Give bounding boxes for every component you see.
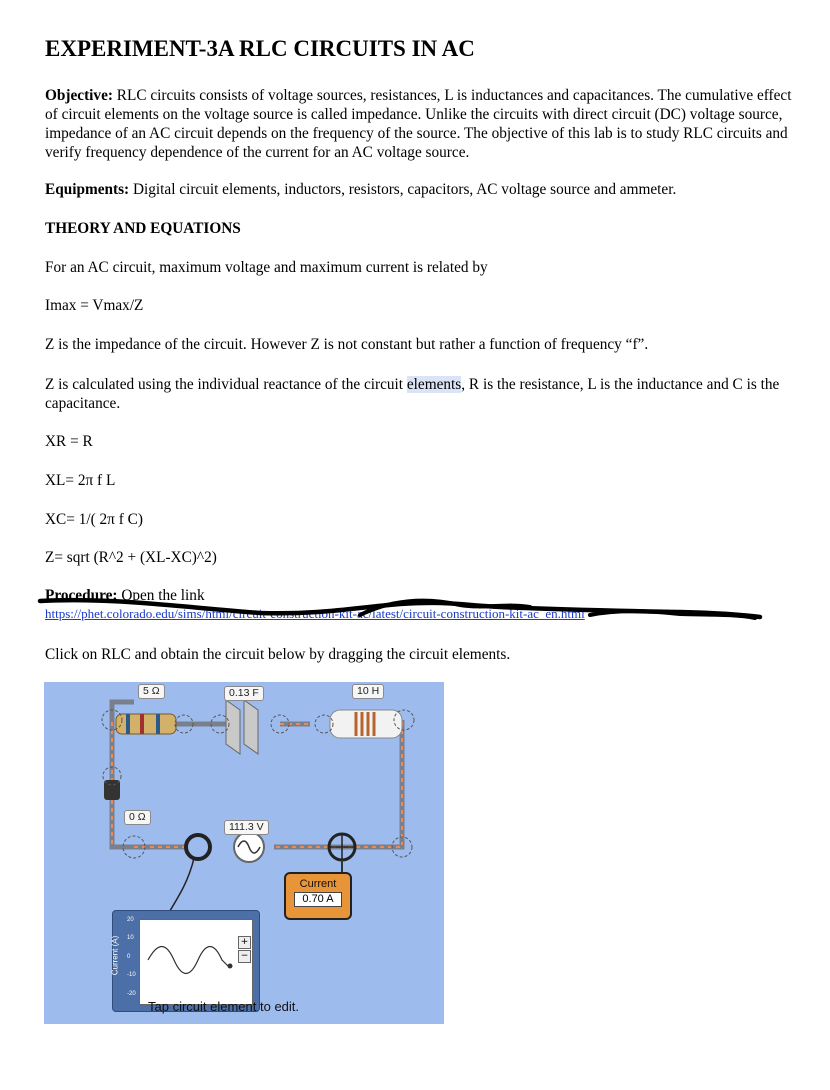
equipments-paragraph (45, 181, 676, 199)
graph-trace (140, 920, 252, 1004)
graph-tick: 0 (127, 954, 131, 960)
theory-heading: THEORY AND EQUATIONS (45, 220, 241, 237)
ammeter[interactable] (284, 872, 352, 920)
ammeter-probe[interactable] (329, 834, 355, 874)
zoom-out-icon[interactable]: − (238, 950, 251, 963)
resistor-value-label[interactable]: 5 Ω (138, 684, 165, 699)
source-voltage-label[interactable]: 111.3 V (224, 820, 269, 835)
equation-xc: XC= 1/( 2π f C) (45, 511, 143, 528)
graph-tick: 20 (127, 917, 134, 923)
text-selection-highlight: elements (406, 376, 462, 393)
equipments-label: Equipments: (45, 181, 130, 198)
capacitor[interactable] (226, 700, 258, 754)
resistor[interactable] (116, 714, 176, 734)
z-calc-after: , R is the resistance, L is the inductance and C is the capacitance. (45, 376, 780, 412)
objective-label: Objective: (45, 87, 113, 104)
zoom-in-icon[interactable]: + (238, 936, 251, 949)
inductor-value-label[interactable]: 10 H (352, 684, 384, 699)
objective-paragraph (45, 86, 805, 162)
instruction-text: Click on RLC and obtain the circuit below by dragging the circuit elements. (45, 646, 511, 663)
graph-tick: -20 (127, 991, 136, 997)
theory-intro: For an AC circuit, maximum voltage and maximum current is related by (45, 259, 488, 276)
graph-axis-label: Current (A) (110, 935, 120, 976)
equation-imax: Imax = Vmax/Z (45, 297, 144, 314)
ac-voltage-source[interactable] (234, 832, 264, 862)
wire-resistor-value-label[interactable]: 0 Ω (124, 810, 151, 825)
equation-xl: XL= 2π f L (45, 472, 116, 489)
edit-hint-text: Tap circuit element to edit. (148, 999, 300, 1014)
procedure-label: Procedure: (45, 587, 118, 604)
objective-text: RLC circuits consists of voltage sources, resistances, L is inductances and capacitances. The cumulative effect of circuit elements on the voltage source is called impedance. Unlike the circuits with direct circuit (DC) voltage source, impedance of an AC circuit depends on the frequency of the source. The objective of this lab is to study RLC circuits and verify frequency dependence of the current for an AC voltage source. (45, 87, 792, 161)
graph-tick: -10 (127, 972, 136, 978)
pen-scribble-redaction (30, 585, 770, 635)
z-calc-paragraph (45, 375, 805, 413)
graph-plot-area (139, 919, 253, 1005)
capacitor-value-label[interactable]: 0.13 F (224, 686, 264, 701)
equipments-text: Digital circuit elements, inductors, resistors, capacitors, AC voltage source and ammeter. (129, 181, 677, 198)
circuit-simulation-screenshot (44, 682, 444, 1024)
procedure-text: Open the link (117, 587, 205, 604)
inductor[interactable] (330, 710, 402, 738)
page-title: EXPERIMENT-3A RLC CIRCUITS IN AC (45, 36, 475, 61)
procedure-link[interactable]: https://phet.colorado.edu/sims/html/circuit-construction-kit-ac/latest/circuit-construction-kit-ac_en.html (45, 606, 585, 621)
ammeter-reading: 0.70 A (294, 892, 342, 907)
graph-tick: 10 (127, 935, 134, 941)
z-note: Z is the impedance of the circuit. However Z is not constant but rather a function of frequency “f”. (45, 336, 649, 353)
equation-xr: XR = R (45, 433, 93, 450)
z-calc-before: Z is calculated using the individual reactance of the circuit (45, 376, 407, 393)
equation-z: Z= sqrt (R^2 + (XL-XC)^2) (45, 549, 217, 566)
ammeter-title: Current (299, 878, 337, 890)
